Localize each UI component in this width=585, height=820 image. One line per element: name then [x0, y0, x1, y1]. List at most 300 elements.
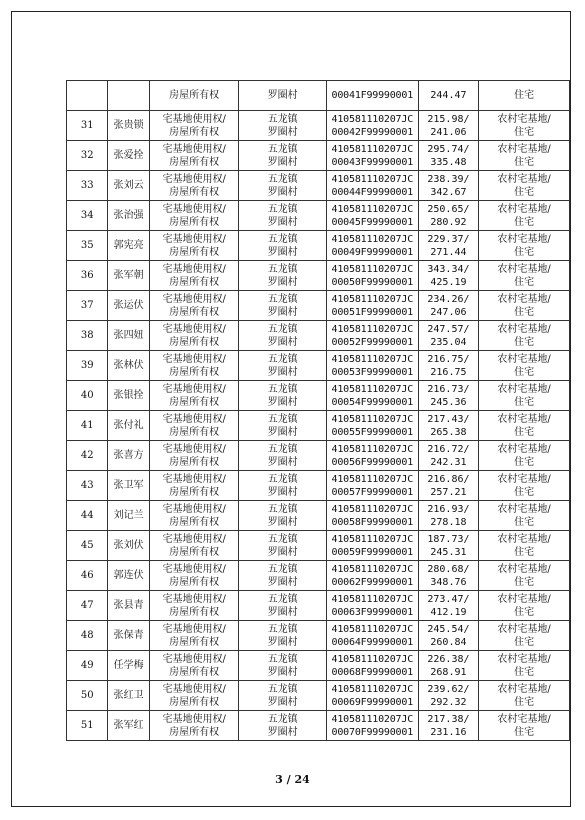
table-row [67, 171, 570, 201]
usage-line: 农村宅基地/ [497, 713, 551, 725]
parcel-code-line: 410581110207JC [331, 143, 414, 155]
usage-cell [479, 501, 570, 531]
area-line: 215.98/ [427, 113, 470, 125]
location-line: 五龙镇 [267, 143, 298, 155]
area-cell [418, 291, 478, 321]
table-row [67, 561, 570, 591]
right-type-cell [149, 81, 239, 111]
right-type-line: 宅基地使用权/ [162, 203, 226, 215]
usage-line: 住宅 [514, 396, 535, 408]
right-type-line: 宅基地使用权/ [162, 353, 226, 365]
area-line: 260.84 [430, 636, 467, 648]
table-row [67, 441, 570, 471]
area-line: 271.44 [430, 246, 467, 258]
usage-line: 农村宅基地/ [497, 653, 551, 665]
parcel-code-line: 410581110207JC [331, 593, 414, 605]
table-row [67, 231, 570, 261]
usage-cell [479, 141, 570, 171]
parcel-code-line: 410581110207JC [331, 233, 414, 245]
usage-line: 农村宅基地/ [497, 353, 551, 365]
right-type-line: 房屋所有权 [169, 516, 220, 528]
owner-name-cell: 张林伏 [108, 351, 149, 381]
right-type-line: 房屋所有权 [169, 606, 220, 618]
usage-line: 农村宅基地/ [497, 623, 551, 635]
parcel-code-line: 410581110207JC [331, 353, 414, 365]
location-line: 罗圈村 [267, 726, 298, 738]
parcel-code-line: 410581110207JC [331, 383, 414, 395]
usage-line: 住宅 [514, 726, 535, 738]
row-number-cell: 35 [67, 231, 108, 261]
table-row [67, 681, 570, 711]
owner-name-cell: 张军红 [108, 711, 149, 741]
area-line: 226.38/ [427, 653, 470, 665]
location-cell [239, 471, 326, 501]
usage-cell [479, 171, 570, 201]
area-cell [418, 531, 478, 561]
right-type-line: 宅基地使用权/ [162, 443, 226, 455]
owner-name-cell: 张四妞 [108, 321, 149, 351]
right-type-cell [149, 201, 239, 231]
area-line: 247.57/ [427, 323, 470, 335]
location-line: 五龙镇 [267, 473, 298, 485]
parcel-code-line: 00068F99990001 [331, 666, 414, 678]
parcel-code-line: 00070F99990001 [331, 726, 414, 738]
row-number-cell: 51 [67, 711, 108, 741]
owner-name-cell: 张治强 [108, 201, 149, 231]
location-cell [239, 591, 326, 621]
row-number-cell: 37 [67, 291, 108, 321]
usage-line: 住宅 [514, 666, 535, 678]
row-number-cell: 46 [67, 561, 108, 591]
parcel-code-line: 00050F99990001 [331, 276, 414, 288]
table-row [67, 411, 570, 441]
right-type-line: 房屋所有权 [169, 276, 220, 288]
area-cell [418, 711, 478, 741]
owner-name-cell: 郭连伏 [108, 561, 149, 591]
location-line: 罗圈村 [267, 576, 298, 588]
right-type-line: 房屋所有权 [169, 696, 220, 708]
parcel-code-cell [326, 261, 418, 291]
table-row [67, 651, 570, 681]
owner-name-cell: 张卫军 [108, 471, 149, 501]
right-type-line: 宅基地使用权/ [162, 533, 226, 545]
row-number-cell: 33 [67, 171, 108, 201]
location-line: 罗圈村 [267, 516, 298, 528]
usage-line: 住宅 [514, 366, 535, 378]
location-line: 五龙镇 [267, 563, 298, 575]
area-cell [418, 351, 478, 381]
table-row [67, 291, 570, 321]
row-number-cell [67, 81, 108, 111]
location-cell [239, 261, 326, 291]
table-row [67, 621, 570, 651]
parcel-code-line: 00053F99990001 [331, 366, 414, 378]
usage-cell [479, 321, 570, 351]
right-type-cell [149, 681, 239, 711]
parcel-code-line: 00055F99990001 [331, 426, 414, 438]
owner-name-cell: 张刘伏 [108, 531, 149, 561]
parcel-code-line: 410581110207JC [331, 323, 414, 335]
area-cell [418, 471, 478, 501]
usage-cell [479, 591, 570, 621]
usage-line: 住宅 [514, 276, 535, 288]
parcel-code-cell [326, 471, 418, 501]
location-cell [239, 711, 326, 741]
table-row [67, 351, 570, 381]
location-cell [239, 381, 326, 411]
area-line: 280.92 [430, 216, 467, 228]
location-line: 五龙镇 [267, 263, 298, 275]
right-type-cell [149, 381, 239, 411]
right-type-cell [149, 561, 239, 591]
usage-line: 农村宅基地/ [497, 413, 551, 425]
parcel-code-cell [326, 441, 418, 471]
usage-line: 农村宅基地/ [497, 293, 551, 305]
location-cell [239, 231, 326, 261]
area-cell [418, 561, 478, 591]
owner-name-cell: 刘记兰 [108, 501, 149, 531]
area-line: 216.72/ [427, 443, 470, 455]
parcel-code-cell [326, 501, 418, 531]
owner-name-cell: 张运伏 [108, 291, 149, 321]
row-number-cell: 43 [67, 471, 108, 501]
property-rights-table [66, 80, 570, 741]
row-number-cell: 39 [67, 351, 108, 381]
usage-cell [479, 381, 570, 411]
usage-line: 农村宅基地/ [497, 263, 551, 275]
right-type-line: 宅基地使用权/ [162, 173, 226, 185]
location-cell [239, 321, 326, 351]
area-line: 280.68/ [427, 563, 470, 575]
owner-name-cell: 张刘云 [108, 171, 149, 201]
usage-line: 住宅 [514, 426, 535, 438]
right-type-cell [149, 531, 239, 561]
usage-line: 农村宅基地/ [497, 203, 551, 215]
parcel-code-cell [326, 681, 418, 711]
parcel-code-cell [326, 531, 418, 561]
usage-cell [479, 291, 570, 321]
row-number-cell: 45 [67, 531, 108, 561]
parcel-code-cell [326, 651, 418, 681]
area-line: 257.21 [430, 486, 467, 498]
location-line: 罗圈村 [267, 426, 298, 438]
area-cell [418, 621, 478, 651]
area-cell [418, 591, 478, 621]
area-line: 335.48 [430, 156, 467, 168]
right-type-line: 宅基地使用权/ [162, 503, 226, 515]
right-type-line: 宅基地使用权/ [162, 143, 226, 155]
parcel-code-line: 410581110207JC [331, 263, 414, 275]
location-cell [239, 651, 326, 681]
parcel-code-cell [326, 111, 418, 141]
owner-name-cell: 张红卫 [108, 681, 149, 711]
parcel-code-cell [326, 81, 418, 111]
area-cell [418, 201, 478, 231]
usage-cell [479, 351, 570, 381]
area-cell [418, 381, 478, 411]
location-cell [239, 351, 326, 381]
usage-cell [479, 231, 570, 261]
right-type-cell [149, 471, 239, 501]
parcel-code-line: 00051F99990001 [331, 306, 414, 318]
location-line: 罗圈村 [267, 336, 298, 348]
right-type-cell [149, 621, 239, 651]
table-row [67, 321, 570, 351]
area-line: 241.06 [430, 126, 467, 138]
area-line: 278.18 [430, 516, 467, 528]
location-line: 五龙镇 [267, 233, 298, 245]
location-line: 五龙镇 [267, 203, 298, 215]
location-cell [239, 441, 326, 471]
parcel-code-line: 00044F99990001 [331, 186, 414, 198]
area-line: 425.19 [430, 276, 467, 288]
usage-line: 农村宅基地/ [497, 593, 551, 605]
right-type-line: 宅基地使用权/ [162, 323, 226, 335]
area-line: 229.37/ [427, 233, 470, 245]
location-line: 罗圈村 [267, 366, 298, 378]
table-row [67, 711, 570, 741]
usage-line: 农村宅基地/ [497, 113, 551, 125]
parcel-code-cell [326, 231, 418, 261]
right-type-line: 房屋所有权 [169, 546, 220, 558]
usage-line: 住宅 [514, 246, 535, 258]
usage-line: 住宅 [514, 336, 535, 348]
parcel-code-line: 410581110207JC [331, 533, 414, 545]
parcel-code-cell [326, 171, 418, 201]
usage-cell [479, 621, 570, 651]
parcel-code-line: 00045F99990001 [331, 216, 414, 228]
usage-cell [479, 711, 570, 741]
area-line: 231.16 [430, 726, 467, 738]
right-type-line: 宅基地使用权/ [162, 593, 226, 605]
parcel-code-line: 00069F99990001 [331, 696, 414, 708]
usage-cell [479, 531, 570, 561]
right-type-line: 宅基地使用权/ [162, 653, 226, 665]
parcel-code-line: 00064F99990001 [331, 636, 414, 648]
area-line: 187.73/ [427, 533, 470, 545]
parcel-code-line: 00042F99990001 [331, 126, 414, 138]
table-row [67, 141, 570, 171]
right-type-line: 宅基地使用权/ [162, 383, 226, 395]
parcel-code-line: 00058F99990001 [331, 516, 414, 528]
area-line: 342.67 [430, 186, 467, 198]
area-cell [418, 651, 478, 681]
row-number-cell: 38 [67, 321, 108, 351]
area-line: 295.74/ [427, 143, 470, 155]
owner-name-cell: 张银拴 [108, 381, 149, 411]
right-type-line: 房屋所有权 [169, 456, 220, 468]
area-cell [418, 111, 478, 141]
area-line: 292.32 [430, 696, 467, 708]
area-line: 273.47/ [427, 593, 470, 605]
area-line: 245.36 [430, 396, 467, 408]
owner-name-cell: 张付礼 [108, 411, 149, 441]
location-line: 五龙镇 [267, 413, 298, 425]
area-line: 265.38 [430, 426, 467, 438]
right-type-cell [149, 291, 239, 321]
usage-cell [479, 681, 570, 711]
area-line: 250.65/ [427, 203, 470, 215]
area-line: 235.04 [430, 336, 467, 348]
parcel-code-line: 00054F99990001 [331, 396, 414, 408]
usage-line: 农村宅基地/ [497, 533, 551, 545]
location-cell [239, 621, 326, 651]
parcel-code-line: 410581110207JC [331, 413, 414, 425]
parcel-code-line: 410581110207JC [331, 623, 414, 635]
usage-line: 住宅 [514, 606, 535, 618]
usage-line: 农村宅基地/ [497, 233, 551, 245]
area-cell [418, 321, 478, 351]
parcel-code-line: 00062F99990001 [331, 576, 414, 588]
location-line: 五龙镇 [267, 293, 298, 305]
area-cell [418, 681, 478, 711]
location-line: 罗圈村 [267, 456, 298, 468]
location-line: 罗圈村 [267, 636, 298, 648]
parcel-code-line: 410581110207JC [331, 683, 414, 695]
right-type-line: 房屋所有权 [169, 156, 220, 168]
usage-line: 农村宅基地/ [497, 173, 551, 185]
right-type-line: 宅基地使用权/ [162, 413, 226, 425]
area-line: 234.26/ [427, 293, 470, 305]
right-type-cell [149, 501, 239, 531]
row-number-cell: 40 [67, 381, 108, 411]
location-cell [239, 681, 326, 711]
parcel-code-cell [326, 621, 418, 651]
location-line: 罗圈村 [267, 276, 298, 288]
location-cell [239, 81, 326, 111]
parcel-code-cell [326, 561, 418, 591]
parcel-code-line: 00056F99990001 [331, 456, 414, 468]
usage-line: 住宅 [514, 306, 535, 318]
parcel-code-cell [326, 141, 418, 171]
right-type-cell [149, 231, 239, 261]
area-cell [418, 411, 478, 441]
location-line: 罗圈村 [267, 396, 298, 408]
usage-line: 住宅 [514, 546, 535, 558]
right-type-line: 宅基地使用权/ [162, 113, 226, 125]
row-number-cell: 31 [67, 111, 108, 141]
area-line: 216.75/ [427, 353, 470, 365]
usage-line: 住宅 [514, 696, 535, 708]
table-row [67, 201, 570, 231]
right-type-line: 房屋所有权 [169, 576, 220, 588]
area-cell [418, 501, 478, 531]
usage-line: 住宅 [514, 576, 535, 588]
location-line: 罗圈村 [267, 546, 298, 558]
location-cell [239, 291, 326, 321]
row-number-cell: 44 [67, 501, 108, 531]
usage-line: 住宅 [514, 90, 535, 101]
row-number-cell: 49 [67, 651, 108, 681]
usage-line: 农村宅基地/ [497, 473, 551, 485]
area-cell [418, 141, 478, 171]
location-line: 五龙镇 [267, 353, 298, 365]
usage-line: 住宅 [514, 156, 535, 168]
area-line: 216.86/ [427, 473, 470, 485]
right-type-line: 房屋所有权 [169, 216, 220, 228]
parcel-code-line: 00059F99990001 [331, 546, 414, 558]
location-line: 罗圈村 [267, 246, 298, 258]
location-line: 五龙镇 [267, 383, 298, 395]
table-row [67, 81, 570, 111]
right-type-cell [149, 171, 239, 201]
location-line: 五龙镇 [267, 503, 298, 515]
location-line: 罗圈村 [267, 606, 298, 618]
right-type-line: 房屋所有权 [169, 336, 220, 348]
parcel-code-line: 410581110207JC [331, 473, 414, 485]
parcel-code-cell [326, 291, 418, 321]
parcel-code-line: 410581110207JC [331, 503, 414, 515]
area-line: 247.06 [430, 306, 467, 318]
parcel-code-line: 410581110207JC [331, 113, 414, 125]
right-type-line: 房屋所有权 [169, 636, 220, 648]
area-line: 217.43/ [427, 413, 470, 425]
right-type-cell [149, 111, 239, 141]
right-type-line: 宅基地使用权/ [162, 293, 226, 305]
location-line: 罗圈村 [267, 186, 298, 198]
table-row [67, 471, 570, 501]
location-line: 五龙镇 [267, 533, 298, 545]
right-type-cell [149, 591, 239, 621]
location-cell [239, 111, 326, 141]
location-line: 五龙镇 [267, 593, 298, 605]
parcel-code-line: 410581110207JC [331, 173, 414, 185]
parcel-code-cell [326, 381, 418, 411]
location-line: 五龙镇 [267, 113, 298, 125]
parcel-code-line: 00052F99990001 [331, 336, 414, 348]
right-type-line: 宅基地使用权/ [162, 473, 226, 485]
parcel-code-line: 410581110207JC [331, 713, 414, 725]
area-line: 216.93/ [427, 503, 470, 515]
right-type-line: 宅基地使用权/ [162, 713, 226, 725]
row-number-cell: 36 [67, 261, 108, 291]
usage-line: 农村宅基地/ [497, 143, 551, 155]
right-type-line: 房屋所有权 [169, 90, 220, 101]
right-type-line: 宅基地使用权/ [162, 683, 226, 695]
table-row [67, 111, 570, 141]
location-cell [239, 411, 326, 441]
table-body [67, 81, 570, 741]
location-line: 五龙镇 [267, 713, 298, 725]
area-line: 245.31 [430, 546, 467, 558]
owner-name-cell: 张县青 [108, 591, 149, 621]
parcel-code-line: 00057F99990001 [331, 486, 414, 498]
row-number-cell: 42 [67, 441, 108, 471]
right-type-line: 房屋所有权 [169, 666, 220, 678]
area-cell [418, 261, 478, 291]
right-type-cell [149, 261, 239, 291]
row-number-cell: 32 [67, 141, 108, 171]
page-number: 3 / 24 [275, 773, 310, 786]
usage-cell [479, 111, 570, 141]
table-row [67, 381, 570, 411]
parcel-code-cell [326, 351, 418, 381]
right-type-cell [149, 411, 239, 441]
right-type-line: 房屋所有权 [169, 396, 220, 408]
usage-line: 住宅 [514, 216, 535, 228]
usage-cell [479, 441, 570, 471]
usage-line: 农村宅基地/ [497, 383, 551, 395]
location-cell [239, 531, 326, 561]
parcel-code-line: 410581110207JC [331, 563, 414, 575]
owner-name-cell: 张爱拴 [108, 141, 149, 171]
table-row [67, 531, 570, 561]
location-cell [239, 171, 326, 201]
usage-cell [479, 261, 570, 291]
area-line: 343.34/ [427, 263, 470, 275]
right-type-line: 宅基地使用权/ [162, 263, 226, 275]
location-line: 五龙镇 [267, 323, 298, 335]
